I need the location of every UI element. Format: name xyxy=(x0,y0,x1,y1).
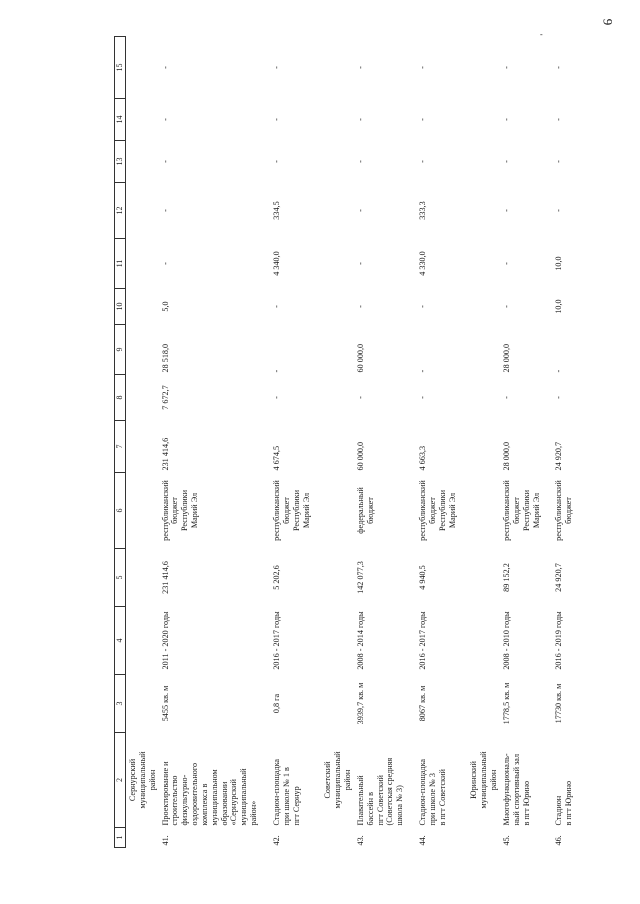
budget-table xyxy=(114,36,584,848)
table-row xyxy=(353,37,415,848)
table-cell: 4 330,0 xyxy=(418,251,428,276)
table-row xyxy=(551,37,584,848)
table-cell: - xyxy=(271,160,281,163)
header-cell: 9 xyxy=(115,325,126,375)
header-cell: 12 xyxy=(115,183,126,239)
table-cell: 231 414,6 xyxy=(160,437,170,471)
table-cell: 89 152,2 xyxy=(502,563,511,592)
table-cell: - xyxy=(554,396,564,399)
table-cell: 42. xyxy=(271,835,281,846)
header-cell: 8 xyxy=(115,375,126,421)
header-cell: 4 xyxy=(115,607,126,675)
table-cell: 0,8 га xyxy=(271,693,281,714)
header-cell: 14 xyxy=(115,99,126,141)
table-cell: 5 202,6 xyxy=(271,565,281,590)
header-cell: 7 xyxy=(115,421,126,473)
header-cell: 10 xyxy=(115,289,126,325)
table-cell: 60 000,0 xyxy=(355,441,365,471)
header-cell: 11 xyxy=(115,239,126,289)
table-cell: - xyxy=(502,118,511,121)
header-cell: 1 xyxy=(115,828,126,848)
table-cell: 2008 - 2014 годы xyxy=(355,611,365,670)
table-cell: Стадион в пгт Юрино xyxy=(554,780,574,826)
section-name: Советский муниципальный район xyxy=(323,751,353,809)
table-cell: республиканский бюджет Республики Марий Эл xyxy=(160,480,200,541)
table-cell: 45. xyxy=(502,835,511,846)
header-row xyxy=(115,37,126,848)
table-cell: 4 940,5 xyxy=(418,565,428,590)
table-cell: - xyxy=(271,66,281,69)
table-cell: 28 000,0 xyxy=(502,441,511,471)
table-cell: 10,0 xyxy=(554,299,564,314)
table-cell: Проектирование и строительство физкультурно- оздоровительного комплекса в муниципальном образовании «Сернурский муниципальный район» xyxy=(160,761,259,826)
table-cell: 334,5 xyxy=(271,201,281,220)
table-cell: 10,0 xyxy=(554,256,564,271)
table-cell: республиканский бюджет Республики Марий Эл xyxy=(418,480,457,541)
table-cell: - xyxy=(418,305,428,308)
table-row xyxy=(499,37,551,848)
table-cell: 1778,5 кв. м xyxy=(502,682,511,725)
section-row xyxy=(321,37,353,848)
table-cell: 5455 кв. м xyxy=(160,685,170,722)
table-cell: - xyxy=(355,209,365,212)
table-cell: - xyxy=(554,118,564,121)
section-row xyxy=(467,37,499,848)
table-cell: 4 340,0 xyxy=(271,251,281,276)
table-row xyxy=(158,37,269,848)
table-cell: 41. xyxy=(160,835,170,846)
table-cell: - xyxy=(160,262,170,265)
table-cell: - xyxy=(418,118,428,121)
section-name: Юринский муниципальный район xyxy=(469,751,499,809)
section-name: Сернурский муниципальный район xyxy=(128,751,157,809)
table-cell: 43. xyxy=(355,835,365,846)
table-cell: республиканский бюджет Республики Марий Эл xyxy=(271,480,311,541)
table-cell: - xyxy=(502,209,511,212)
header-cell: 15 xyxy=(115,37,126,99)
header-cell: 13 xyxy=(115,141,126,183)
table-row xyxy=(269,37,321,848)
header-cell: 3 xyxy=(115,675,126,733)
table-cell: - xyxy=(554,369,564,373)
table-cell: 44. xyxy=(418,835,428,846)
table-row xyxy=(415,37,467,848)
table-cell: 2016 - 2019 годы xyxy=(554,611,564,670)
table-cell: федеральный бюджет xyxy=(355,487,375,534)
table-cell: - xyxy=(355,305,365,308)
table-cell: - xyxy=(160,209,170,212)
table-cell: - xyxy=(502,160,511,163)
table-cell: - xyxy=(554,209,564,212)
table-cell: - xyxy=(160,66,170,69)
table-cell: - xyxy=(502,262,511,265)
table-cell: - xyxy=(271,118,281,121)
table-cell: 4 674,5 xyxy=(271,445,281,471)
table-cell: - xyxy=(355,66,365,69)
table-cell: - xyxy=(355,396,365,399)
table-cell: - xyxy=(160,118,170,121)
table-cell: - xyxy=(355,118,365,121)
table-cell: 3939,7 кв. м xyxy=(355,682,365,725)
page-number: 9 xyxy=(600,18,616,26)
table-cell: 2008 - 2010 годы xyxy=(502,611,511,670)
table-cell: 7 672,7 xyxy=(160,385,170,410)
table-cell: - xyxy=(355,160,365,163)
header-cell: 2 xyxy=(115,733,126,828)
table-cell: Плавательный бассейн в пгт Советский (Советская средняя школа № 3) xyxy=(355,757,405,826)
table-cell: - xyxy=(355,262,365,265)
table-cell: 142 077,3 xyxy=(355,561,365,594)
table-cell: 24 920,7 xyxy=(554,563,564,592)
table-cell: 5,0 xyxy=(160,301,170,312)
table-cell: 28 518,0 xyxy=(160,343,170,373)
table-cell: 17730 кв. м xyxy=(554,683,564,724)
margin-mark: - xyxy=(540,30,543,39)
table-cell: - xyxy=(271,369,281,373)
table-cell: 4 663,3 xyxy=(418,445,428,471)
table-cell: 24 920,7 xyxy=(554,441,564,471)
table-cell: - xyxy=(418,369,428,373)
table-cell: - xyxy=(160,160,170,163)
table-cell: 2016 - 2017 годы xyxy=(271,611,281,670)
table-cell: республиканский бюджет xyxy=(554,480,574,541)
table-cell: 28 000,0 xyxy=(502,343,511,373)
table-cell: 333,3 xyxy=(418,201,428,220)
header-cell: 6 xyxy=(115,473,126,549)
table-cell: - xyxy=(418,396,428,399)
table-cell: 2016 - 2017 годы xyxy=(418,611,428,670)
table-cell: - xyxy=(271,305,281,308)
table-cell: - xyxy=(418,160,428,163)
table-cell: Стадион-площадка при школе № 3 в пгт Советский xyxy=(418,758,447,826)
rotated-table-container xyxy=(114,36,634,848)
table-cell: республиканский бюджет Республики Марий Эл xyxy=(502,480,541,541)
table-cell: - xyxy=(502,396,511,399)
section-row xyxy=(126,37,158,848)
table-cell: - xyxy=(502,305,511,308)
table-cell: 2011 - 2020 годы xyxy=(160,611,170,670)
table-cell: 231 414,6 xyxy=(160,561,170,594)
table-cell: 46. xyxy=(554,835,564,846)
table-cell: - xyxy=(418,66,428,69)
table-cell: - xyxy=(554,66,564,69)
table-cell: - xyxy=(271,396,281,399)
header-cell: 5 xyxy=(115,549,126,607)
table-cell: Стадион-площадка при школе № 1 в пгт Сернур xyxy=(271,758,301,826)
table-cell: 60 000,0 xyxy=(355,343,365,373)
table-cell: Многофункциональ- ный спортивный зал в пгт Юрино xyxy=(502,753,531,826)
table-cell: - xyxy=(554,160,564,163)
table-cell: - xyxy=(502,66,511,69)
table-cell: 8067 кв. м xyxy=(418,685,428,722)
